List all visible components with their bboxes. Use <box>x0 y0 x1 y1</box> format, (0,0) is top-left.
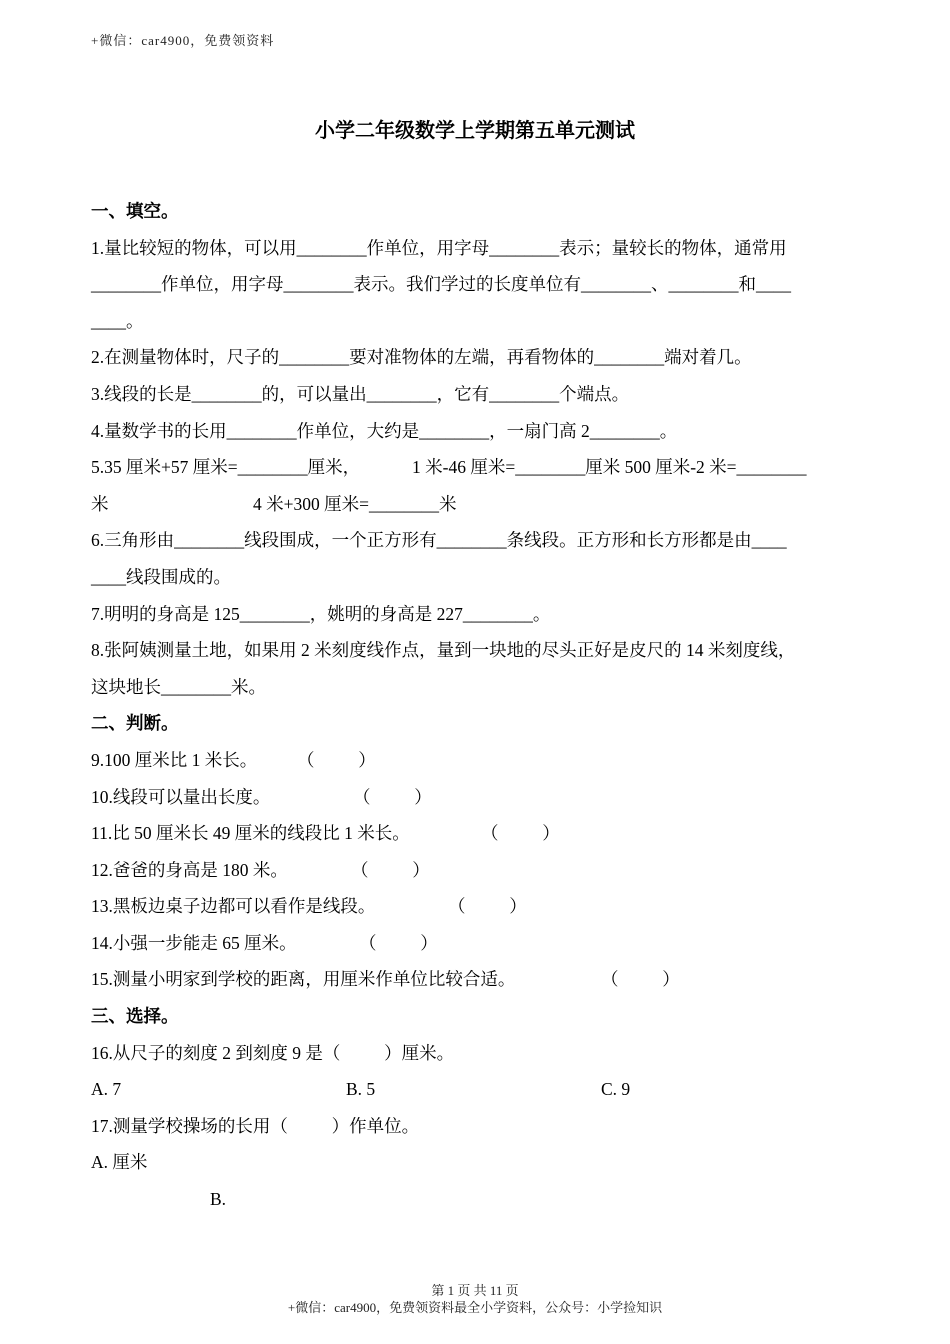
judge-question: 9.100 厘米比 1 米长。 <box>91 749 258 770</box>
answer-parens: （ ） <box>601 969 680 990</box>
judge-item <box>91 852 861 889</box>
question-2: 2.在测量物体时，尺子的________要对准物体的左端，再看物体的________端对着几。 <box>91 347 752 368</box>
answer-parens: （ ） <box>448 896 527 917</box>
answer-parens: （ ） <box>481 823 560 844</box>
judge-item <box>91 815 861 852</box>
judge-question: 10.线段可以量出长度。 <box>91 786 271 807</box>
question-5-line <box>91 449 861 486</box>
option-b[interactable]: B. 5 <box>346 1079 376 1100</box>
option-a[interactable]: A. 7 <box>91 1079 122 1100</box>
option-a[interactable]: A. 厘米 <box>91 1152 148 1173</box>
question-7: 7.明明的身高是 125________，姚明的身高是 227________。 <box>91 603 551 624</box>
question-1-line: 1.量比较短的物体，可以用________作单位，用字母________表示；量较长的物体，通常用 <box>91 237 787 258</box>
question-5a: 5.35 厘米+57 厘米=________厘米， <box>91 457 361 478</box>
judge-question: 14.小强一步能走 65 厘米。 <box>91 932 297 953</box>
judge-question: 12.爸爸的身高是 180 米。 <box>91 859 288 880</box>
judge-item <box>91 779 861 816</box>
question-6-line: ____线段围成的。 <box>91 566 231 587</box>
judge-question: 13.黑板边桌子边都可以看作是线段。 <box>91 896 376 917</box>
question-17: 17.测量学校操场的长用（ ）作单位。 <box>91 1115 420 1136</box>
section-heading: 二、判断。 <box>91 713 179 734</box>
question-5c: 米 <box>91 493 109 514</box>
question-6-line: 6.三角形由________线段围成，一个正方形有________条线段。正方形和长方形都是由____ <box>91 530 787 551</box>
judge-item <box>91 961 861 998</box>
judge-question: 15.测量小明家到学校的距离，用厘米作单位比较合适。 <box>91 969 516 990</box>
judge-question: 11.比 50 厘米长 49 厘米的线段比 1 米长。 <box>91 823 410 844</box>
question-8-line: 8.张阿姨测量土地，如果用 2 米刻度线作点，量到一块地的尽头正好是皮尺的 14 米刻度线， <box>91 640 796 661</box>
watermark-top: +微信：car4900，免费领资料 <box>91 33 275 48</box>
question-8-line: 这块地长________米。 <box>91 676 266 697</box>
judge-item <box>91 742 861 779</box>
question-5-line <box>91 486 861 523</box>
question-3: 3.线段的长是________的，可以量出________，它有________个端点。 <box>91 383 630 404</box>
options-row <box>91 1071 861 1108</box>
judge-item <box>91 888 861 925</box>
page-title: 小学二年级数学上学期第五单元测试 <box>315 120 635 142</box>
option-b[interactable]: B. <box>210 1189 227 1210</box>
watermark-footer: +微信：car4900，免费领资料最全小学资料，公众号：小学捡知识 <box>287 1300 663 1315</box>
question-1-line: ________作单位，用字母________表示。我们学过的长度单位有________、________和____ <box>91 274 791 295</box>
answer-parens: （ ） <box>353 786 432 807</box>
document-body <box>91 193 861 1218</box>
answer-parens: （ ） <box>359 932 438 953</box>
question-5d: 4 米+300 厘米=________米 <box>253 493 457 514</box>
options-row <box>91 1181 861 1218</box>
question-5b: 1 米-46 厘米=________厘米 500 厘米-2 米=________ <box>412 457 807 478</box>
answer-parens: （ ） <box>297 749 376 770</box>
question-1-line: ____。 <box>91 310 144 331</box>
judge-item <box>91 925 861 962</box>
question-16: 16.从尺子的刻度 2 到刻度 9 是（ ）厘米。 <box>91 1042 455 1063</box>
answer-parens: （ ） <box>351 859 430 880</box>
section-heading: 一、填空。 <box>91 201 179 221</box>
section-heading: 三、选择。 <box>91 1006 179 1027</box>
question-4: 4.量数学书的长用________作单位，大约是________，一扇门高 2________。 <box>91 420 678 441</box>
option-c[interactable]: C. 9 <box>601 1079 631 1100</box>
page-number: 第 1 页 共 11 页 <box>431 1283 519 1298</box>
